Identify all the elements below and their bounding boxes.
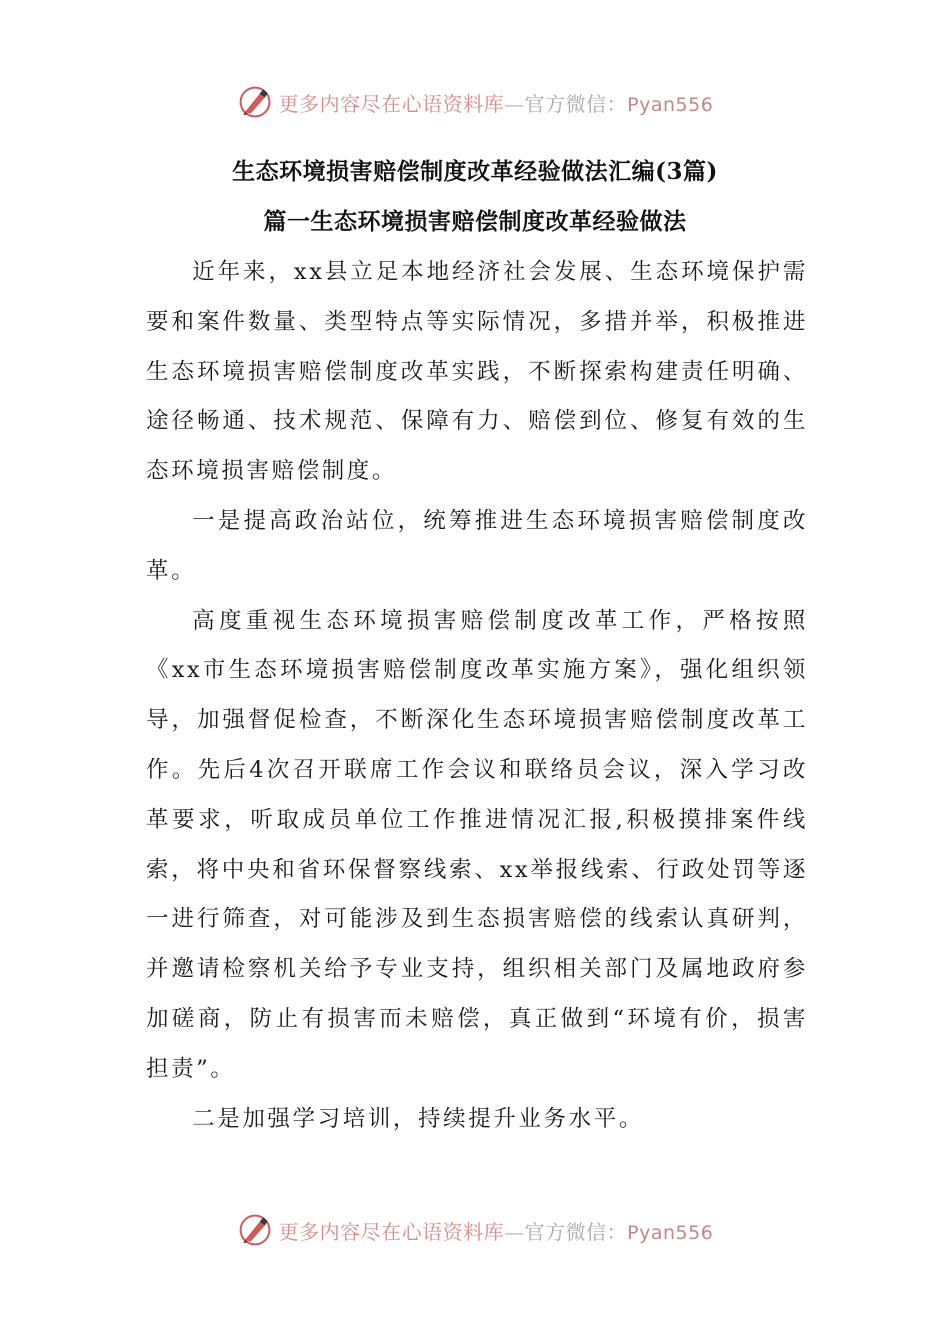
pen-nib-logo-icon <box>237 1212 273 1248</box>
paragraph-heading-two: 二是加强学习培训，持续提升业务水平。 <box>192 1105 644 1132</box>
document-body <box>146 248 808 1144</box>
watermark-group <box>237 84 714 120</box>
watermark-text <box>279 1216 714 1245</box>
document-subtitle: 篇一生态环境损害赔偿制度改革经验做法 <box>263 208 687 235</box>
watermark-dash: — <box>504 1219 525 1244</box>
footer-watermark <box>0 1210 950 1250</box>
watermark-text <box>279 88 714 117</box>
header-watermark <box>0 82 950 122</box>
watermark-group <box>237 1212 714 1248</box>
watermark-label: 官方微信： <box>524 91 628 116</box>
paragraph-intro: 近年来，xx县立足本地经济社会发展、生态环境保护需要和案件数量、类型特点等实际情况，多措并举，积极推进生态环境损害赔偿制度改革实践，不断探索构建责任明确、途径畅通、技术规范、保障有力、赔偿到位、修复有效的生态环境损害赔偿制度。 <box>146 259 808 485</box>
watermark-brand: 更多内容尽在心语资料库 <box>278 91 505 116</box>
paragraph-heading-one: 一是提高政治站位，统筹推进生态环境损害赔偿制度改革。 <box>146 507 808 584</box>
watermark-wechat-id: Pyan556 <box>627 93 714 116</box>
watermark-wechat-id: Pyan556 <box>627 1221 714 1244</box>
paragraph-detail-one: 高度重视生态环境损害赔偿制度改革工作，严格按照《xx市生态环境损害赔偿制度改革实施方案》，强化组织领导，加强督促检查，不断深化生态环境损害赔偿制度改革工作。先后4次召开联席工作会议和联络员会议，深入学习改革要求，听取成员单位工作推进情况汇报,积极摸排案件线索，将中央和省环保督察线索、xx举报线索、行政处罚等逐一进行筛查，对可能涉及到生态损害赔偿的线索认真研判，并邀请检察机关给予专业支持，组织相关部门及属地政府参加磋商，防止有损害而未赔偿，真正做到“环境有价，损害担责”。 <box>146 607 808 1082</box>
pen-nib-logo-icon <box>237 84 273 120</box>
watermark-dash: — <box>504 91 525 116</box>
watermark-brand: 更多内容尽在心语资料库 <box>278 1219 505 1244</box>
document-title: 生态环境损害赔偿制度改革经验做法汇编(3篇) <box>232 158 718 185</box>
watermark-label: 官方微信： <box>524 1219 628 1244</box>
